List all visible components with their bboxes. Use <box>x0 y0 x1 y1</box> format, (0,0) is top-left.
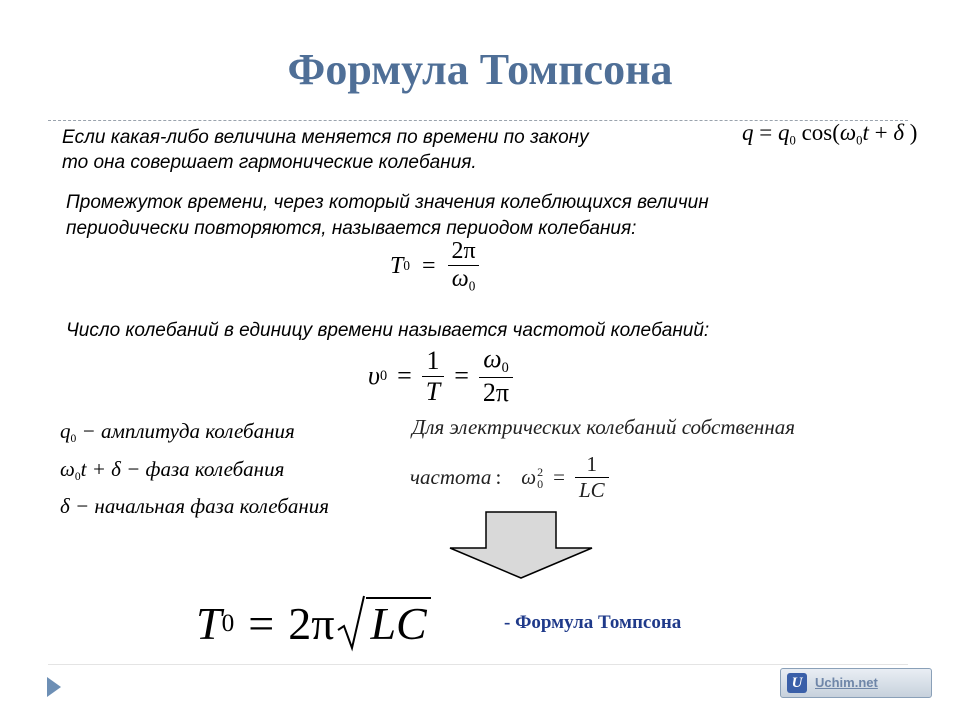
definition-initial-phase: δ − начальная фаза колебания <box>60 494 330 518</box>
thompson-label: - Формула Томпсона <box>504 612 682 633</box>
intro-line-1: Если какая-либо величина меняется по времени по закону <box>62 127 589 148</box>
footer-divider <box>48 664 908 665</box>
electric-note-line: Для электрических колебаний собственная <box>412 415 796 439</box>
frequency-line: Число колебаний в единицу времени называется частотой колебаний: <box>66 320 710 341</box>
logo-badge-icon: U <box>787 673 807 693</box>
logo-text: Uchim.net <box>815 675 878 690</box>
definition-amplitude: $q_0$ − амплитуда колебания <box>60 419 295 446</box>
harmonic-law-formula: $q = q_0$ $\cos(\omega_0t + \delta$ ) <box>742 120 918 148</box>
definition-phase: $\omega_0t + \delta$ − фаза колебания <box>60 457 285 484</box>
down-arrow-icon <box>446 510 596 580</box>
intro-line-2: то она совершает гармонические колебания. <box>62 152 477 173</box>
electric-frequency-formula: частота : ω 2 0 = $\frac{1}{LC}$ <box>410 452 609 503</box>
site-logo[interactable] <box>780 668 932 698</box>
period-line-1: Промежуток времени, через который значения колеблющихся величин <box>66 192 709 213</box>
page-title: Формула Томпсона <box>287 45 673 94</box>
period-line-2: периодически повторяются, называется периодом колебания: <box>66 218 637 239</box>
thompson-formula: T 0 = 2π LC <box>196 594 431 652</box>
sqrt-sign-icon <box>336 594 366 652</box>
next-slide-icon[interactable] <box>46 676 62 698</box>
frequency-formula: υ 0 = $\frac{1}{T}$ = $\frac{\omega_0}{2\pi}$ <box>368 344 513 408</box>
period-formula: T 0 = $\frac{2\pi}{\omega_0}$ <box>390 238 480 295</box>
